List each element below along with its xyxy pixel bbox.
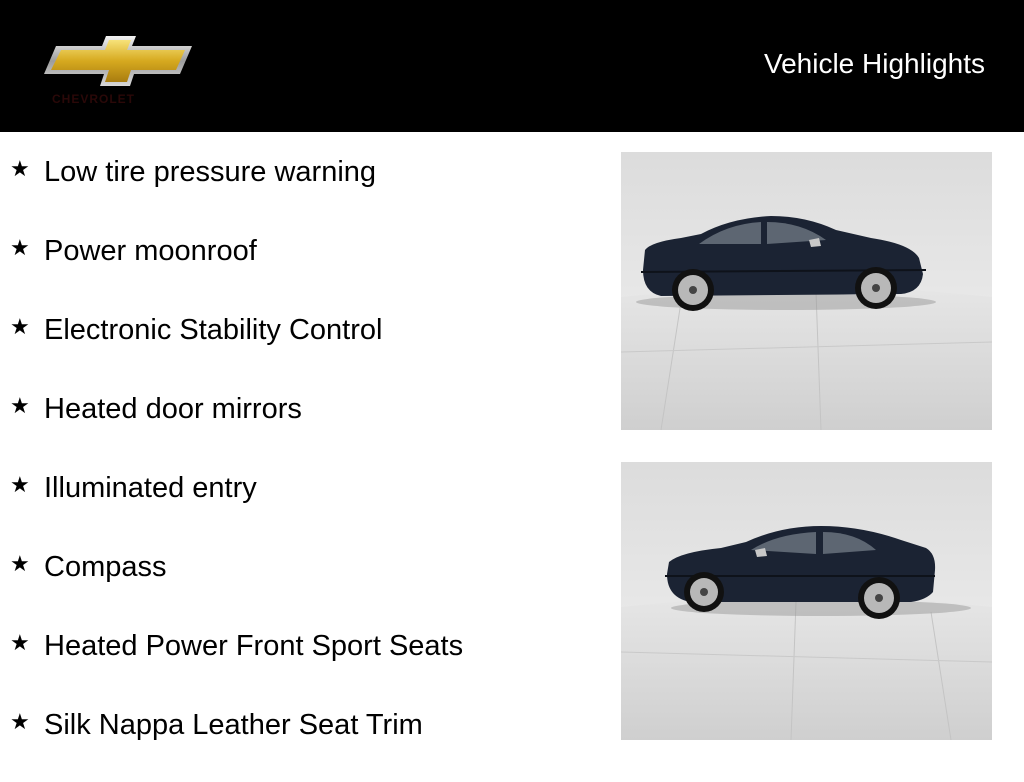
list-item [10,466,600,545]
star-icon: ★ [10,235,30,260]
star-icon: ★ [10,393,30,418]
page-header [0,0,1024,132]
page-title: Vehicle Highlights [763,48,985,79]
list-item [10,229,600,308]
star-icon: ★ [10,709,30,734]
feature-label: Power moonroof [44,235,257,267]
list-item [10,545,600,624]
bowtie-icon [44,34,194,90]
star-icon: ★ [10,156,30,181]
feature-label: Illuminated entry [44,472,257,504]
list-item [10,150,600,229]
brand-wordmark: CHEVROLET [52,92,136,106]
feature-label: Compass [44,551,167,583]
vehicle-photo-side-right [621,152,992,430]
feature-label: Heated door mirrors [44,393,302,425]
feature-list [10,150,600,782]
list-item [10,703,600,782]
chevrolet-logo [44,34,194,110]
star-icon: ★ [10,551,30,576]
list-item [10,624,600,703]
vehicle-photo-side-left [621,462,992,740]
star-icon: ★ [10,314,30,339]
list-item [10,308,600,387]
feature-label: Silk Nappa Leather Seat Trim [44,709,423,741]
feature-label: Electronic Stability Control [44,314,383,346]
star-icon: ★ [10,630,30,655]
star-icon: ★ [10,472,30,497]
list-item [10,387,600,466]
feature-label: Low tire pressure warning [44,156,377,188]
feature-label: Heated Power Front Sport Seats [44,630,464,662]
